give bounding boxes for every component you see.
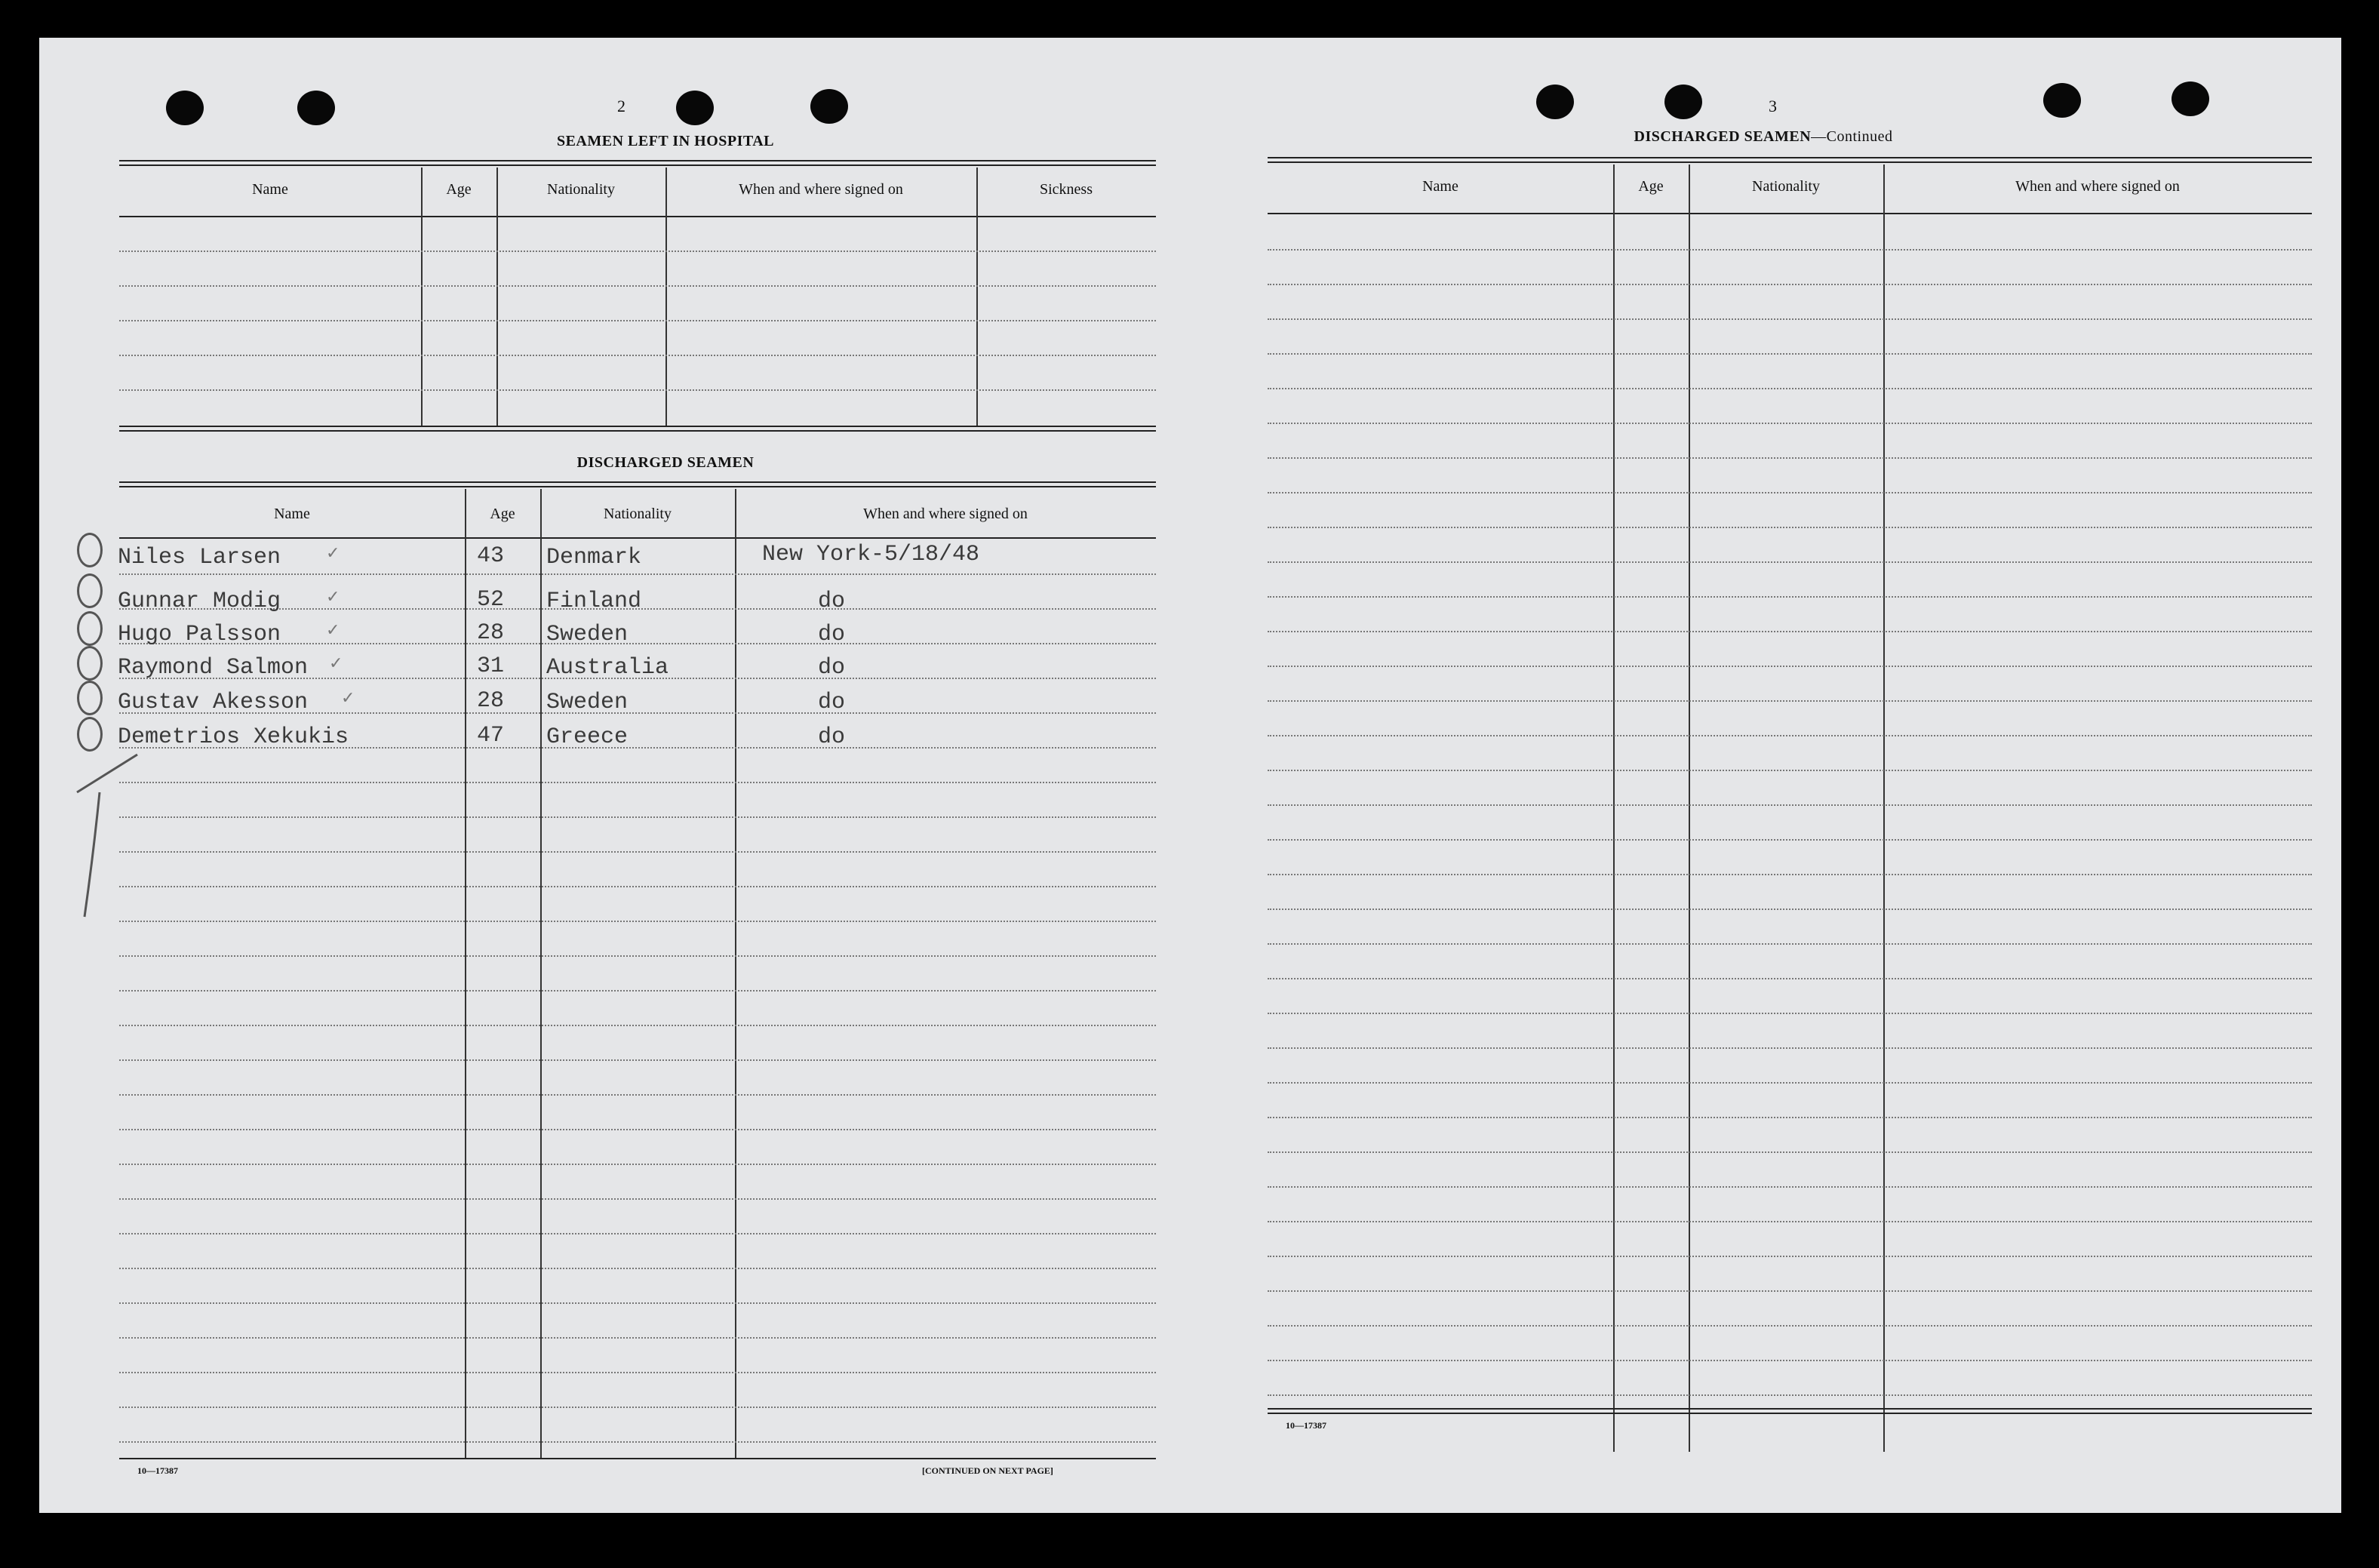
seaman-nationality: Greece [546, 724, 629, 750]
row-line [119, 1337, 1156, 1339]
row-line [119, 921, 1156, 922]
row-line [1268, 631, 2312, 632]
row-line [1268, 1290, 2312, 1292]
column-header-signed-on: When and where signed on [739, 180, 903, 198]
handwritten-circle-mark [77, 573, 103, 608]
row-line [1268, 1256, 2312, 1257]
row-line [119, 1129, 1156, 1130]
column-divider [421, 168, 423, 427]
row-line [119, 886, 1156, 887]
row-line [1268, 596, 2312, 598]
page-number: 3 [1769, 97, 1777, 115]
row-line [119, 251, 1156, 252]
column-header-age: Age [1638, 177, 1664, 195]
row-line [119, 782, 1156, 783]
row-line [1268, 978, 2312, 979]
row-line [1268, 1394, 2312, 1396]
seaman-name: Raymond Salmon [118, 655, 309, 681]
column-divider [465, 489, 466, 1458]
column-divider [1613, 164, 1615, 1452]
table-bottom-rule [1268, 1408, 2312, 1410]
punch-hole [297, 91, 335, 125]
row-line [1268, 666, 2312, 667]
seaman-signed-on: do [818, 655, 846, 681]
column-divider [1883, 164, 1885, 1452]
form-number: 10—17387 [1286, 1420, 1326, 1431]
row-line [1268, 1013, 2312, 1014]
seaman-age: 28 [477, 688, 505, 714]
column-header-nationality: Nationality [547, 180, 615, 198]
row-line [119, 816, 1156, 818]
punch-hole [2043, 83, 2081, 118]
handwritten-circle-mark [77, 611, 103, 646]
row-line [119, 1233, 1156, 1234]
row-line [119, 1198, 1156, 1200]
row-line [1268, 527, 2312, 528]
section-title-discharged-continued [1548, 128, 1978, 146]
check-mark: ✓ [329, 653, 343, 672]
punch-hole [1664, 85, 1702, 119]
row-line [119, 1094, 1156, 1096]
row-line [1268, 561, 2312, 563]
column-header-sickness: Sickness [1040, 180, 1093, 198]
row-line [119, 990, 1156, 992]
row-line [1268, 1082, 2312, 1084]
form-sheet [39, 38, 2341, 1513]
row-line [119, 1164, 1156, 1165]
row-line [119, 1268, 1156, 1269]
column-divider [1689, 164, 1690, 1452]
row-line [1268, 1117, 2312, 1118]
row-line [1268, 735, 2312, 736]
row-line [1268, 1047, 2312, 1049]
row-line [1268, 1186, 2312, 1188]
column-header-age: Age [490, 505, 515, 522]
row-line [119, 851, 1156, 853]
continued-note: [CONTINUED ON NEXT PAGE] [922, 1465, 1053, 1476]
row-line [1268, 943, 2312, 945]
row-line [1268, 353, 2312, 355]
page-number: 2 [617, 97, 625, 115]
check-mark: ✓ [326, 587, 340, 606]
seaman-nationality: Sweden [546, 690, 629, 715]
column-divider [496, 168, 498, 427]
seaman-age: 47 [477, 723, 505, 749]
column-header-age: Age [446, 180, 472, 198]
table-bottom-rule [119, 1458, 1156, 1459]
seaman-signed-on: do [818, 622, 846, 647]
column-header-name: Name [1422, 177, 1458, 195]
section-title-hospital: SEAMEN LEFT IN HOSPITAL [556, 133, 775, 149]
row-line [1268, 423, 2312, 424]
check-mark: ✓ [326, 543, 340, 562]
handwritten-circle-mark [77, 681, 103, 715]
punch-hole [2172, 81, 2209, 116]
form-number: 10—17387 [137, 1465, 178, 1476]
column-header-nationality: Nationality [1752, 177, 1820, 195]
seaman-signed-on: do [818, 589, 846, 614]
row-line [119, 285, 1156, 287]
seaman-nationality: Sweden [546, 622, 629, 647]
section-title-main: DISCHARGED SEAMEN [1634, 128, 1812, 145]
seaman-signed-on: New York-5/18/48 [762, 542, 980, 567]
seaman-name: Gustav Akesson [118, 690, 309, 715]
seaman-signed-on: do [818, 690, 846, 715]
row-line [119, 1025, 1156, 1026]
punch-hole [1536, 85, 1574, 119]
table-bottom-rule [119, 426, 1156, 427]
row-line [1268, 388, 2312, 389]
seaman-name: Demetrios Xekukis [118, 724, 349, 750]
row-line [119, 355, 1156, 356]
column-divider [735, 489, 736, 1458]
row-line [119, 573, 1156, 575]
seaman-name: Niles Larsen [118, 545, 281, 570]
handwritten-circle-mark [77, 646, 103, 681]
column-divider [976, 168, 978, 427]
punch-hole [810, 89, 848, 124]
column-header-name: Name [252, 180, 288, 198]
column-header-signed-on: When and where signed on [2015, 177, 2180, 195]
row-line [119, 1302, 1156, 1304]
row-line [1268, 1360, 2312, 1361]
row-line [1268, 770, 2312, 771]
row-line [119, 320, 1156, 321]
seaman-age: 28 [477, 620, 505, 646]
row-line [1268, 700, 2312, 702]
check-mark: ✓ [326, 620, 340, 639]
row-line [1268, 1325, 2312, 1327]
seaman-signed-on: do [818, 724, 846, 750]
header-bottom-rule [1268, 213, 2312, 214]
table-bottom-rule [1268, 1413, 2312, 1414]
section-title-discharged: DISCHARGED SEAMEN [576, 454, 755, 471]
punch-hole [166, 91, 204, 125]
row-line [1268, 249, 2312, 251]
column-header-name: Name [274, 505, 310, 522]
row-line [1268, 839, 2312, 841]
column-header-nationality: Nationality [604, 505, 672, 522]
column-divider [540, 489, 542, 1458]
table-bottom-rule [119, 430, 1156, 432]
seaman-age: 52 [477, 587, 505, 613]
table-top-rule [119, 164, 1156, 166]
row-line [119, 955, 1156, 957]
row-line [119, 1407, 1156, 1408]
row-line [1268, 1221, 2312, 1222]
row-line [1268, 492, 2312, 493]
column-header-signed-on: When and where signed on [863, 505, 1028, 522]
seaman-name: Hugo Palsson [118, 622, 281, 647]
seaman-nationality: Australia [546, 655, 669, 681]
row-line [1268, 457, 2312, 459]
row-line [1268, 318, 2312, 320]
table-top-rule [1268, 161, 2312, 163]
row-line [119, 1372, 1156, 1373]
header-bottom-rule [119, 216, 1156, 217]
section-title-continued: —Continued [1811, 128, 1893, 145]
seaman-age: 31 [477, 653, 505, 679]
handwritten-circle-mark [77, 533, 103, 567]
punch-hole [676, 91, 714, 125]
table-top-rule [119, 481, 1156, 483]
row-line [1268, 804, 2312, 806]
handwritten-stroke [54, 747, 145, 928]
table-top-rule [119, 486, 1156, 487]
row-line [1268, 1151, 2312, 1153]
row-line [119, 1441, 1156, 1443]
check-mark: ✓ [341, 688, 355, 707]
row-line [1268, 284, 2312, 285]
column-divider [665, 168, 667, 427]
row-line [119, 389, 1156, 391]
seaman-nationality: Denmark [546, 545, 642, 570]
seaman-nationality: Finland [546, 589, 642, 614]
seaman-name: Gunnar Modig [118, 589, 281, 614]
header-bottom-rule [119, 537, 1156, 539]
row-line [1268, 909, 2312, 910]
row-line [1268, 874, 2312, 875]
seaman-age: 43 [477, 543, 505, 569]
table-top-rule [1268, 157, 2312, 158]
table-top-rule [119, 160, 1156, 161]
row-line [119, 1059, 1156, 1061]
